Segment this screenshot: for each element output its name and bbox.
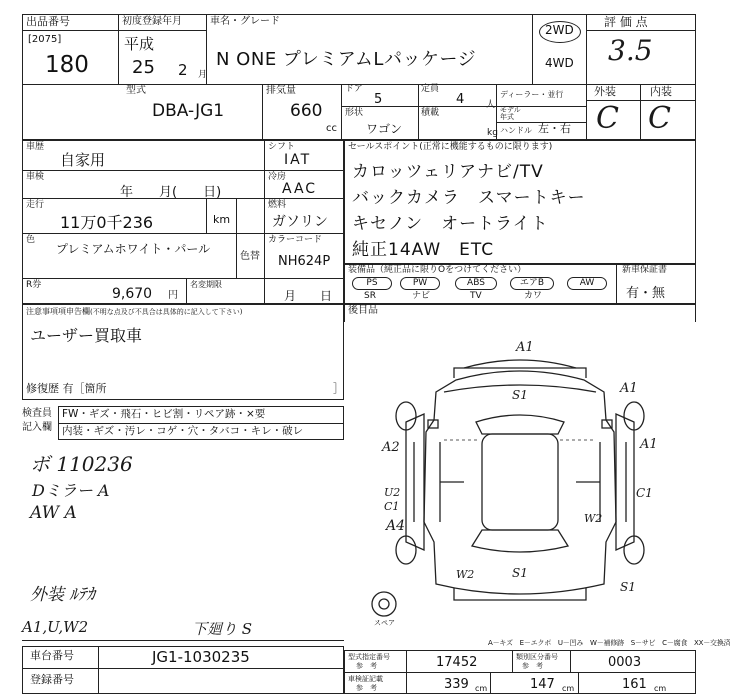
divider: [22, 170, 344, 171]
color-change-label: 色替: [240, 251, 260, 262]
type-designation-sub: 参 考: [356, 662, 377, 670]
divider: [22, 278, 344, 279]
width: 147: [530, 677, 555, 692]
inspector-row-2: 内装・ギズ・汚レ・コゲ・穴・タバコ・キレ・破レ: [62, 425, 304, 437]
interior-label: 内装: [650, 85, 672, 98]
warranty-label: 新車保証書: [622, 265, 668, 275]
divider: [98, 646, 99, 694]
hw-note-5: A1,U,W2: [22, 618, 89, 636]
car-name-label: 車名・グレード: [210, 16, 280, 27]
hw-note-2: Dミラー A: [32, 481, 110, 500]
name-change-label: 名変期限: [190, 280, 222, 289]
inspection-label: 車検: [26, 172, 45, 182]
chassis-label: 車台番号: [30, 649, 74, 662]
chassis: JG1-1030235: [152, 648, 250, 666]
dims-sub: 参 考: [356, 684, 377, 692]
shape-label: 形状: [345, 108, 364, 118]
ac: AAC: [282, 181, 318, 197]
mark-left-door-u: U2: [384, 486, 401, 499]
recycle-unit: 円: [168, 290, 178, 301]
color-label: 色: [26, 235, 36, 245]
model-label: 型式: [126, 85, 146, 96]
divider: [640, 84, 641, 140]
divider: [118, 30, 206, 31]
month-unit: 月: [198, 70, 208, 80]
equip-ps: PS: [352, 277, 392, 290]
divider: [264, 140, 265, 304]
displacement: 660: [290, 101, 323, 121]
car-damage-diagram: [344, 322, 696, 640]
era: 平成: [124, 35, 155, 53]
recycle: 9,670: [112, 286, 153, 302]
load-label: 積載: [421, 108, 440, 118]
mileage: 11万0千236: [60, 213, 154, 232]
warranty: 有・無: [626, 286, 666, 301]
spare-label: スペア: [374, 619, 395, 627]
recycle-label: R券: [26, 280, 42, 290]
sales-line-2: バックカメラ スマートキー: [352, 188, 586, 208]
divider: [22, 640, 344, 641]
displacement-label: 排気量: [266, 85, 296, 96]
repair-close: ］: [333, 382, 344, 395]
model-code: DBA-JG1: [152, 101, 225, 121]
handle-label: ハンドル: [500, 126, 532, 135]
doors-label: ドア: [345, 84, 363, 94]
mark-left-front: A2: [382, 440, 400, 455]
divider: [262, 84, 263, 140]
hw-note-4: 外装 ﾙﾃｶ: [30, 585, 95, 605]
category: 0003: [608, 655, 642, 670]
model-year-label-2: 年式: [500, 113, 514, 121]
divider: [341, 84, 342, 140]
inspector-row-1: FW・ギズ・飛石・ヒビ割・リペア跡・×要: [62, 408, 266, 420]
divider: [341, 106, 586, 107]
sales-line-3: キセノン オートライト: [352, 214, 549, 234]
divider: [22, 30, 118, 31]
equip-airbag: エアB: [510, 277, 554, 290]
notes-label: 注意事項項申告欄(不明な点及び不具合は具体的に記入して下さい): [26, 307, 243, 316]
color: プレミアムホワイト・パール: [56, 242, 211, 256]
usage: 自家用: [60, 151, 106, 169]
equipment-label: 装備品（純正品に限りOをつけてください）: [348, 265, 527, 275]
lot-label: 出品番号: [26, 15, 70, 28]
hw-note-3: AW A: [30, 503, 77, 523]
capacity-unit: 人: [486, 100, 496, 110]
length-unit: cm: [475, 684, 488, 693]
equip-sr: SR: [364, 291, 376, 301]
rear-items-label: 後目品: [348, 305, 378, 316]
mark-rear-left: W2: [456, 568, 475, 581]
equip-pw: PW: [400, 277, 440, 290]
divider: [578, 672, 579, 694]
color-code: NH624P: [278, 254, 331, 269]
ac-label: 冷房: [268, 172, 287, 182]
divider: [22, 233, 344, 234]
divider: [586, 14, 587, 140]
sales-label: セールスポイント(正常に機能するものに限ります): [348, 142, 553, 152]
mark-right-rear: W2: [584, 512, 603, 525]
divider: [186, 278, 187, 304]
category-label: 類別区分番号: [516, 653, 558, 661]
divider: [236, 198, 237, 233]
exterior-grade: C: [596, 101, 619, 136]
handle: 左・右: [538, 122, 571, 135]
exterior-label: 外装: [594, 85, 616, 98]
divider: [616, 264, 617, 304]
shift: IAT: [284, 152, 312, 168]
drive-2wd: 2WD: [545, 23, 574, 37]
usage-label: 車歴: [26, 142, 45, 152]
divider: [118, 14, 119, 84]
equip-navi: ナビ: [412, 291, 431, 301]
inspection: 年 月( 日): [120, 185, 222, 200]
mark-left-door-c: C1: [384, 500, 400, 513]
displacement-unit: cc: [326, 123, 337, 134]
repair-label: 修復歴 有［箇所: [26, 382, 107, 395]
diagram-legend: A－キズ E－エクボ U－凹み W－補修跡 S－サビ C－腐食 XX－交換済: [488, 639, 730, 647]
width-unit: cm: [562, 684, 575, 693]
mark-rear: S1: [512, 566, 528, 580]
lot-code: [2075]: [28, 34, 62, 45]
capacity-label: 定員: [421, 84, 440, 94]
mark-hood: S1: [512, 388, 528, 402]
shift-label: シフト: [268, 142, 296, 152]
mark-rear-right: S1: [620, 580, 636, 594]
registration-label: 登録番号: [30, 673, 74, 686]
divider: [206, 198, 207, 233]
mark-right-door: A1: [640, 437, 658, 452]
name-change: 月 日: [284, 289, 333, 303]
reg-month: 2: [178, 61, 188, 79]
car-name: N ONE プレミアムLパッケージ: [216, 49, 477, 70]
divider: [236, 233, 237, 278]
divider: [22, 668, 344, 669]
sales-line-1: カロッツェリアナビ/TV: [352, 162, 544, 182]
first-reg-label: 初度登録年月: [122, 16, 182, 27]
divider: [570, 650, 571, 672]
reg-year: 25: [132, 57, 155, 78]
score-label: 評 価 点: [604, 15, 648, 29]
score: 3.5: [608, 34, 653, 67]
doors: 5: [374, 92, 383, 107]
type-designation: 17452: [436, 655, 478, 670]
divider: [406, 650, 407, 694]
mark-right-side: C1: [636, 486, 653, 500]
hw-note-1: ボ 110236: [30, 452, 133, 476]
category-sub: 参 考: [522, 662, 543, 670]
equip-aw: AW: [567, 277, 607, 290]
fuel: ガソリン: [272, 214, 328, 230]
dealer-label: ディーラー・並行: [500, 90, 564, 99]
mark-right-front: A1: [620, 381, 638, 396]
capacity: 4: [456, 92, 465, 107]
interior-grade: C: [648, 101, 671, 136]
load-unit: kg: [487, 128, 498, 138]
equip-abs: ABS: [455, 277, 497, 290]
inspector-label-2: 記入欄: [22, 422, 52, 433]
divider: [586, 30, 696, 31]
shape: ワゴン: [366, 122, 403, 136]
equip-tv: TV: [470, 291, 482, 301]
lot-number: 180: [45, 52, 89, 78]
mileage-label: 走行: [26, 200, 45, 210]
equip-leather: カワ: [524, 291, 543, 301]
mark-front-bumper: A1: [516, 340, 534, 355]
height-unit: cm: [654, 684, 667, 693]
dims-label: 車検証記載: [348, 675, 383, 683]
fuel-label: 燃料: [268, 200, 287, 210]
mileage-unit: km: [213, 213, 231, 226]
mark-left-rear: A4: [386, 518, 406, 534]
hw-note-6: 下廻り S: [192, 620, 253, 638]
divider: [418, 84, 419, 140]
divider: [532, 14, 533, 84]
divider: [512, 650, 513, 672]
rear-items-block: [344, 304, 696, 322]
sales-line-4: 純正14AW ETC: [352, 240, 495, 260]
model-year-label: モデル: [500, 106, 521, 114]
notes-text: ユーザー買取車: [30, 326, 143, 345]
height: 161: [622, 677, 647, 692]
length: 339: [444, 677, 469, 692]
color-code-label: カラーコード: [268, 235, 323, 245]
divider: [490, 672, 491, 694]
drive-4wd: 4WD: [545, 56, 574, 70]
inspector-label: 検査員: [22, 408, 52, 419]
divider: [344, 672, 696, 673]
divider: [58, 423, 344, 424]
type-designation-label: 型式指定番号: [348, 653, 390, 661]
